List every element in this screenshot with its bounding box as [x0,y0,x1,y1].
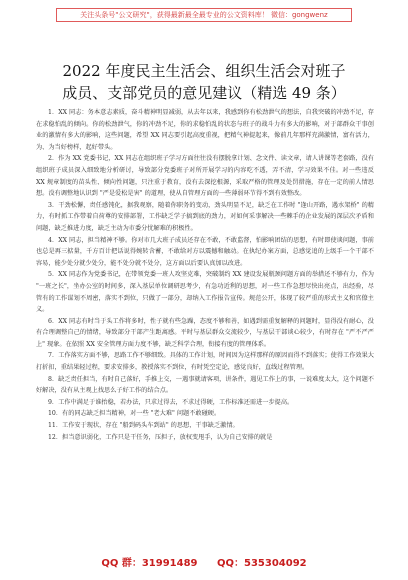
qq-group: QQ 群：31991489 [101,558,198,569]
footer [0,554,408,569]
title-line-2: 成员、支部党员的意见建议（精选 49 条） [62,84,346,102]
paragraph: 5．XX 同志作为党委书记，在带领党委一班人攻坚克难，突破制约 XX 建设发展瓶颈问题方面的举措还不够有力，作为 "一班之长"，坐办公室的时间多，深入基层单位调研思考少，有急功近利的思想，对一些工作急想尽快出亮点，出经验，尽管有的工作谋划不周密，落实不到位，只做了一部分，却纳入工作报告宣传。规范公开，体现了较严重的形式主义和官僚主义。 [36,271,374,314]
paragraph: 11．工作安于现状，存在 "船到码头车到站" 的思想，干事缺乏激情。 [48,422,239,430]
top-banner: 关注头条号"公文研究"，获得最新最全最专业的公文资料库！ 微信：gongwenz [56,8,352,22]
document-title [24,60,384,104]
paragraph: 3．干劲松懈，责任感钝化，据我观察，随着你职务的变动，劲头明显不足，缺乏在工作时 "逢山开路，遇水架桥" 的精力，有时抓工作带着自荷尊的安排部署，工作缺乏学子搞到底的劲力，对如何采事解决一些棘手的企业发展的深层次矛盾和问题，缺乏推进力度，缺乏主动为市委分忧解难的积极性。 [36,201,374,232]
document-body [36,107,374,443]
paragraph: 2．作为 XX 党委书记，XX 同志在组织班子学习方面往往没有摆脱拿计划、念文件、读文章，请人讲课等老套路，没有组织班子成员深入细致地分析研讨，导致部分党委班子对所开展学习的内容吃不透，弄不清，学习效果不佳。对一些违反 XX 规章制度的苗头性、倾向性问题，只注重于教育，没有去深挖根源，采取严格的管理及处罚措施，存在一定的前人情思想。没有调整地认识到 "严是爱松是害" 的道理，使从自管理方面的一些薄弱环节得不到有效整改。 [36,155,374,198]
paragraph: 4．XX 同志，担当精神不够。你对市几大班子成员还存在不敢，不敢监督，怕影响团结的思想，有时即使谈问题，事前也总是再三掂量，千方百计把话说得婉转含蓄，不敢给对方以震撼和触动。在执纪办案方面，总感觉追的上级手一个干部不容易，能少处分就少处分，能不处分就不处分，这方面以后要认真加以改进。 [36,236,374,267]
paragraph: 12．担当意识弱化，工作只是干任务，压担子，放权变甩手，认为自己安排的就是 [48,433,273,441]
paragraph: 10．有的同志缺乏担当精神，对一些 "老大难" 问题不敢碰硬。 [48,410,221,418]
paragraph: 1．XX 同志：务本意志素质，奋斗精神明显减弱，从去年以来，我感到你有松劲泄气的想法，自我突破的冲劲不足，存在求稳怕乱的倾向。你的松劲泄气，你的冲劲不足，你的求稳怕乱的状态与班子的战斗力有多大的影响，对于部群众干事创业的激情有多大的影响，这些问题，希望 XX 同志要引起高度重视，把精气神提起来，像前几年那样充满激情，富有活力，为、为当好榜样，起好带头。 [36,109,374,151]
paragraph: 6．XX 同志有时当于头工作将多时，性子就有些急躁，态度不够和善，如遇到需重复解释的问题时，显得没有耐心，没有合理调整自己的情绪，导致部分干部产生距离感。平时与基层群众交流较少，与基层干部谈心较少，有时存在 "严不严严上" 现象。在依照 XX 安全管理方面力度不够，缺乏科学合理，衔接有度的管理体系。 [36,317,374,348]
qq-contact: QQ：535304092 [217,558,307,569]
paragraph: 7．工作落实方面不够，思路工作不够细致。具体的工作计划，时间因为这样那样的原因而得不到落实；使得工作效果大打折扣，重结果轻过程，要求安排多，教授落实不到位，有时凭空定论，感觉良好，直线过程管理。 [36,352,374,372]
paragraph: 8．缺乏责任担当，有时自己落好，手推上交，一遇事就请客项，讲条件，遇见工作上的事，一说难度太大，这个问题不好解决，没有从主观上找思么子好工作的结合点。 [36,375,374,395]
paragraph: 9．工作中满足于谁抬稳，若办法，只求过得去，不求过得硬，工作标准还需进一步提高。 [48,398,294,406]
title-line-1: 2022 年度民主生活会、组织生活会对班子 [62,62,346,80]
